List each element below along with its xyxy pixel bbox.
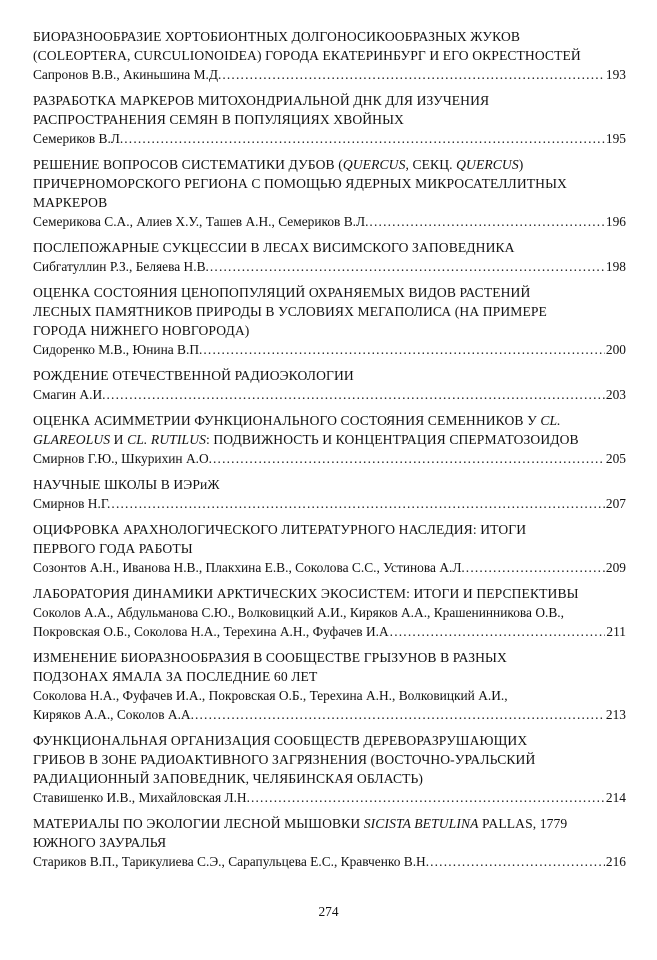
entry-page-number: 203 [605,387,626,402]
dot-leader [210,257,605,276]
dot-leader [106,385,604,404]
entry-title [33,27,626,65]
entry-authors [33,603,626,641]
dot-leader [111,494,605,513]
authors-text: Ставишенко И.В., Михайловская Л.Н. [33,790,250,805]
title-line [33,584,626,603]
title-segment-italic: GLAREOLUS [33,432,111,447]
authors-text: Киряков А.А., Соколов А.А. [33,707,194,722]
entry-title [33,584,626,603]
dot-leader [369,212,604,231]
authors-text: Созонтов А.Н., Иванова Н.В., Плакхина Е.В., Соколова С.С., Устинова А.Л. [33,560,465,575]
entry-page-number: 200 [605,342,626,357]
title-segment: ЛАБОРАТОРИЯ ДИНАМИКИ АРКТИЧЕСКИХ ЭКОСИСТЕМ: ИТОГИ И ПЕРСПЕКТИВЫ [33,586,579,601]
authors-leader-line [33,494,626,513]
title-segment: ГРИБОВ В ЗОНЕ РАДИОАКТИВНОГО ЗАГРЯЗНЕНИЯ (ВОСТОЧНО-УРАЛЬСКИЙ [33,752,536,767]
dot-leader [124,129,605,148]
title-segment: ПЕРВОГО ГОДА РАБОТЫ [33,541,193,556]
authors-leader-line [33,449,626,468]
dot-leader [222,65,605,84]
title-line [33,193,626,212]
entry-title [33,411,626,449]
title-segment: ПРИЧЕРНОМОРСКОГО РЕГИОНА С ПОМОЩЬЮ ЯДЕРНЫХ МИКРОСАТЕЛЛИТНЫХ [33,176,567,191]
authors-text: Сибгатуллин Р.З., Беляева Н.В. [33,259,209,274]
authors-leader-line [33,788,626,807]
entry-page-number: 205 [605,451,626,466]
toc-entry [33,648,626,724]
title-segment: БИОРАЗНООБРАЗИЕ ХОРТОБИОНТНЫХ ДОЛГОНОСИКООБРАЗНЫХ ЖУКОВ [33,29,521,44]
entry-authors [33,257,626,276]
title-line [33,833,626,852]
authors-text: Смирнов Г.Ю., Шкурихин А.О. [33,451,212,466]
title-segment: РАСПРОСТРАНЕНИЯ СЕМЯН В ПОПУЛЯЦИЯХ ХВОЙНЫХ [33,112,404,127]
entry-title [33,155,626,212]
toc-entry [33,27,626,84]
title-segment: РОЖДЕНИЕ ОТЕЧЕСТВЕННОЙ РАДИОЭКОЛОГИИ [33,368,354,383]
title-line [33,539,626,558]
entry-authors [33,788,626,807]
title-line [33,366,626,385]
title-segment-italic: QUERCUS [342,157,406,172]
entry-authors [33,385,626,404]
title-segment-italic: CL. RUTILUS [127,432,207,447]
authors-leader-line [33,852,626,871]
title-segment: ГОРОДА НИЖНЕГО НОВГОРОДА) [33,323,250,338]
title-line [33,411,626,430]
toc-entry [33,155,626,231]
title-segment-italic: CL. [540,413,561,428]
title-line [33,283,626,302]
title-segment: : ПОДВИЖНОСТЬ И КОНЦЕНТРАЦИЯ СПЕРМАТОЗОИДОВ [206,432,579,447]
title-segment: PALLAS, 1779 [478,816,568,831]
title-segment: ОЦИФРОВКА АРАХНОЛОГИЧЕСКОГО ЛИТЕРАТУРНОГО НАСЛЕДИЯ: ИТОГИ [33,522,527,537]
toc-entry [33,283,626,359]
entry-title [33,648,626,686]
entry-page-number: 193 [605,67,626,82]
entry-title [33,731,626,788]
title-line [33,475,626,494]
entry-page-number: 211 [606,624,626,639]
entry-page-number: 207 [605,496,626,511]
title-segment: , СЕКЦ. [405,157,457,172]
toc-entry [33,366,626,404]
authors-text: Семерикова С.А., Алиев Х.У., Ташев А.Н., Семериков В.Л. [33,214,369,229]
title-segment: ФУНКЦИОНАЛЬНАЯ ОРГАНИЗАЦИЯ СООБЩЕСТВ ДЕРЕВОРАЗРУШАЮЩИХ [33,733,528,748]
toc-entry [33,91,626,148]
title-segment: ОЦЕНКА СОСТОЯНИЯ ЦЕНОПОПУЛЯЦИЙ ОХРАНЯЕМЫХ ВИДОВ РАСТЕНИЙ [33,285,531,300]
dot-leader [213,449,605,468]
entry-title [33,238,626,257]
title-segment: НАУЧНЫЕ ШКОЛЫ В ИЭРиЖ [33,477,220,492]
title-segment-italic: SICISTA BETULINA [363,816,479,831]
entry-authors [33,494,626,513]
authors-leader-line [33,212,626,231]
authors-leader-line [33,340,626,359]
entry-title [33,283,626,340]
authors-text: Сидоренко М.В., Юнина В.П. [33,342,203,357]
page-footer [0,904,657,920]
title-line [33,667,626,686]
title-line [33,814,626,833]
entry-page-number: 195 [605,131,626,146]
entry-page-number: 214 [605,790,626,805]
title-segment: ИЗМЕНЕНИЕ БИОРАЗНООБРАЗИЯ В СООБЩЕСТВЕ ГРЫЗУНОВ В РАЗНЫХ [33,650,507,665]
toc-entry [33,731,626,807]
title-segment: РАЗРАБОТКА МАРКЕРОВ МИТОХОНДРИАЛЬНОЙ ДНК ДЛЯ ИЗУЧЕНИЯ [33,93,490,108]
table-of-contents [33,27,626,878]
authors-leader-line [33,385,626,404]
title-segment: И [110,432,128,447]
title-line [33,238,626,257]
title-segment: ЮЖНОГО ЗАУРАЛЬЯ [33,835,167,850]
title-line [33,750,626,769]
title-segment: РЕШЕНИЕ ВОПРОСОВ СИСТЕМАТИКИ ДУБОВ ( [33,157,343,172]
dot-leader [466,558,605,577]
title-line [33,769,626,788]
title-segment: РАДИАЦИОННЫЙ ЗАПОВЕДНИК, ЧЕЛЯБИНСКАЯ ОБЛАСТЬ) [33,771,424,786]
entry-title [33,520,626,558]
authors-leader-line [33,65,626,84]
title-segment: ПОДЗОНАХ ЯМАЛА ЗА ПОСЛЕДНИЕ 60 ЛЕТ [33,669,318,684]
entry-authors [33,65,626,84]
title-line [33,174,626,193]
title-line [33,155,626,174]
title-segment-italic: QUERCUS [456,157,519,172]
toc-entry [33,520,626,577]
title-line [33,430,626,449]
title-line [33,731,626,750]
authors-line: Соколова Н.А., Фуфачев И.А., Покровская О.Б., Терехина А.Н., Волковицкий А.И., [33,688,508,703]
title-segment: ОЦЕНКА АСИММЕТРИИ ФУНКЦИОНАЛЬНОГО СОСТОЯНИЯ СЕМЕННИКОВ У [33,413,541,428]
entry-authors [33,558,626,577]
title-line [33,46,626,65]
entry-title [33,814,626,852]
dot-leader [195,705,605,724]
entry-page-number: 196 [605,214,626,229]
entry-authors [33,129,626,148]
title-line [33,91,626,110]
title-line [33,110,626,129]
title-line [33,302,626,321]
authors-text: Семериков В.Л. [33,131,124,146]
authors-text: Стариков В.П., Тарикулиева С.Э., Сарапульцева Е.С., Кравченко В.Н. [33,854,430,869]
authors-text: Покровская О.Б., Соколова Н.А., Терехина А.Н., Фуфачев И.А [33,624,389,639]
title-segment: МАРКЕРОВ [33,195,108,210]
entry-authors [33,449,626,468]
authors-text: Сапронов В.В., Акиньшина М.Д. [33,67,222,82]
authors-text: Смирнов Н.Г. [33,496,111,511]
title-line [33,321,626,340]
title-segment: ПОСЛЕПОЖАРНЫЕ СУКЦЕССИИ В ЛЕСАХ ВИСИМСКОГО ЗАПОВЕДНИКА [33,240,515,255]
title-segment: (COLEOPTERA, CURCULIONOIDEA) ГОРОДА ЕКАТЕРИНБУРГ И ЕГО ОКРЕСТНОСТЕЙ [33,48,581,63]
entry-page-number: 198 [605,259,626,274]
authors-leader-line [33,129,626,148]
entry-authors [33,852,626,871]
dot-leader [430,852,605,871]
dot-leader [251,788,605,807]
entry-title [33,91,626,129]
dot-leader [203,340,605,359]
entry-authors [33,686,626,724]
title-segment: ЛЕСНЫХ ПАМЯТНИКОВ ПРИРОДЫ В УСЛОВИЯХ МЕГАПОЛИСА (НА ПРИМЕРЕ [33,304,547,319]
toc-entry [33,584,626,641]
authors-line: Соколов А.А., Абдульманова С.Ю., Волковицкий А.И., Киряков А.А., Крашенинникова О.В., [33,605,564,620]
authors-leader-line [33,257,626,276]
toc-entry [33,475,626,513]
authors-leader-line [33,705,626,724]
toc-entry [33,814,626,871]
authors-text: Смагин А.И. [33,387,106,402]
page-number: 274 [318,904,339,919]
title-line [33,520,626,539]
authors-leader-line [33,558,626,577]
toc-entry [33,238,626,276]
entry-authors [33,340,626,359]
entry-page-number: 209 [605,560,626,575]
entry-page-number: 213 [605,707,626,722]
entry-title [33,475,626,494]
authors-leader-line [33,622,626,641]
title-segment: МАТЕРИАЛЫ ПО ЭКОЛОГИИ ЛЕСНОЙ МЫШОВКИ [33,816,364,831]
toc-entry [33,411,626,468]
entry-authors [33,212,626,231]
title-line [33,648,626,667]
title-line [33,27,626,46]
entry-title [33,366,626,385]
entry-page-number: 216 [605,854,626,869]
dot-leader [390,622,606,641]
title-segment: ) [518,157,524,172]
